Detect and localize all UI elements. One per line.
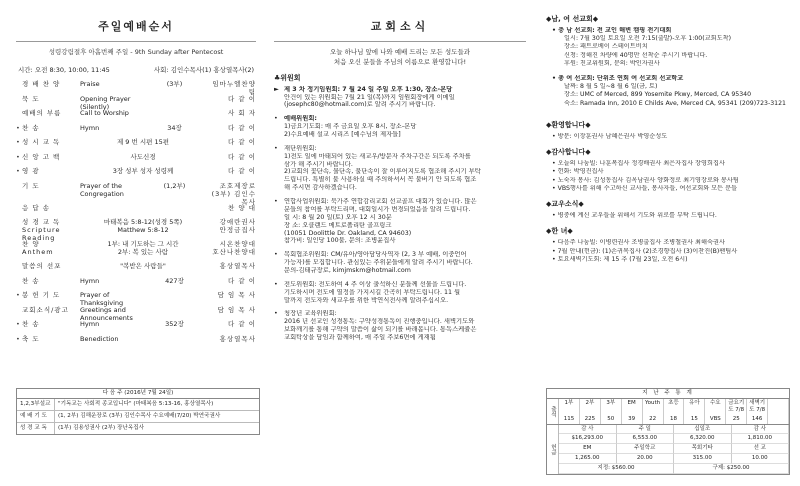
order-item-detail xyxy=(143,109,206,117)
order-item-name xyxy=(22,124,80,132)
news-item-body xyxy=(284,281,526,305)
order-item-name xyxy=(22,320,80,328)
order-item-leader-name: 강애란권사 xyxy=(219,218,256,226)
news-item-line: 연합사업위원회: 북가주 연합감리교회 선교골프 대회가 있습니다. 많은 xyxy=(284,198,477,206)
order-item-leader-name: 다 같 이 xyxy=(228,167,256,175)
order-row xyxy=(16,262,256,277)
order-item-leader xyxy=(206,109,256,117)
order-item-leader-name: 시온찬양대 xyxy=(219,240,256,248)
news-item-line: 제 3 차 정기임원회: 7 월 24 일 주일 오후 1:30, 장소-본당 xyxy=(284,85,453,93)
order-item-name xyxy=(22,80,80,88)
order-item-content xyxy=(80,80,206,88)
attendance-head: 유아 xyxy=(684,399,705,415)
news-item-line: 보화깨기를 통해 구약의 말씀이 삶이 되기를 바래봅니다. 통독스케쥴은 xyxy=(284,326,477,334)
sharing-header: ◆한 녀◆ xyxy=(546,227,573,236)
next-week-row: 1,2,3부설교 "기독교는 사회적 종교입니다" (마태복음 5:13-16, 홍상열목사) xyxy=(17,399,259,411)
attendance-value: 146 xyxy=(747,415,768,424)
attendance-value: 18 xyxy=(664,415,685,424)
order-item-content xyxy=(80,218,206,234)
order-item-name xyxy=(22,95,80,103)
sharing-item: • 토요새벽기도회: 제 15 추 (7월 23일, 오전 6시) xyxy=(552,255,688,263)
news-item-line: 가능자)를 모집합니다. 관심있는 주위분들에게 알려 주시기 바랍니다. xyxy=(284,259,473,267)
order-row xyxy=(16,167,256,182)
order-item-detail xyxy=(143,182,206,198)
order-item-leader-name: 홍상열목사 xyxy=(219,334,256,343)
order-bullet: • xyxy=(16,291,20,299)
news-item xyxy=(274,145,526,192)
offering-head: 감 사 xyxy=(732,425,790,435)
attendance-head: Youth xyxy=(643,399,664,415)
news-item-line: 전도위원회: 전도하여 4 주 이상 출석하신 분들께 선물을 드립니다. xyxy=(284,280,467,288)
offering-value: 315.00 xyxy=(674,454,732,464)
news-item-line: 장 소: 오클랜드 메트로폴리탄 골프링크 xyxy=(284,221,392,229)
presiding-minister: 사회: 김인수목사(1) 홍상열목사(2) xyxy=(153,65,254,74)
attendance-head-blank xyxy=(768,399,789,415)
order-item-name-ko: 찬 송 xyxy=(22,123,40,132)
news-item-line: 참가비: 일인당 100불, 문의: 조병윤집사 xyxy=(284,237,396,245)
order-item-name xyxy=(22,153,80,161)
order-row xyxy=(16,320,256,335)
divider xyxy=(274,41,526,42)
offering-head: 목회기타 xyxy=(674,444,732,454)
order-item-detail xyxy=(80,167,206,175)
news-bullet: • xyxy=(274,251,278,259)
order-item-name-ko: 예배의 부름 xyxy=(22,109,62,117)
attendance-head: 금요기도 7/8 xyxy=(726,399,747,415)
news-bullet: • xyxy=(274,198,278,206)
next-week-row: 성 경 교 독 (1부) 김용성권사 (2부) 장난옥집사 xyxy=(17,423,259,434)
attendance-label: 출석 xyxy=(547,399,559,424)
order-item-leader-name: 호산나찬양대 xyxy=(212,248,256,257)
order-item-content xyxy=(80,240,206,256)
order-item-name-ko: 교회소식/광고 xyxy=(22,305,69,314)
church-news-column xyxy=(270,0,530,486)
prayer-list xyxy=(546,212,790,220)
order-row xyxy=(16,109,256,124)
offering-grid xyxy=(559,425,789,474)
order-row xyxy=(16,124,256,139)
order-item-leader xyxy=(206,240,256,256)
order-item-detail-line: 2부: 복 있는 사람 xyxy=(117,248,169,257)
attendance-head: 2부 xyxy=(580,399,601,415)
thanks-item: • 노숙자 봉사: 김성동집사 김옥남권사 양화정로 최기영장로와 봉사팀 xyxy=(552,176,739,184)
news-item-line: 예배위원회: xyxy=(284,115,317,123)
order-item-name xyxy=(22,335,80,343)
order-item-leader xyxy=(206,167,256,175)
order-item-leader xyxy=(206,138,256,146)
order-row xyxy=(16,218,256,243)
order-item-name-ko: 성 경 교 독 xyxy=(22,218,61,226)
order-item-detail-line: 제 9 번 시편 15편 xyxy=(116,138,170,146)
order-item-name xyxy=(22,277,80,285)
attendance-value: 225 xyxy=(580,415,601,424)
sharing-list xyxy=(546,239,790,264)
news-item-line: 교회탁상을 담임과 함께하여, 매 주일 주보6면에 게재됨 xyxy=(284,333,436,341)
order-item-detail-line: 34장 xyxy=(167,123,182,132)
order-item-leader xyxy=(206,124,256,132)
news-item-body xyxy=(284,198,526,245)
order-item-content xyxy=(80,182,206,198)
news-item-line: (josephc80@hotmail.com)로 알려 주시기 바랍니다. xyxy=(284,101,436,109)
greeting-line-1: 오늘 하나님 앞에 나와 예배 드리는 모든 성도들과 xyxy=(329,47,471,56)
order-item-detail-line: "복받은 사람들" xyxy=(120,262,166,270)
order-item-content xyxy=(80,138,206,146)
order-item-name-ko: 영 광 xyxy=(22,167,40,175)
order-item-leader-name: 사 회 자 xyxy=(228,109,256,117)
order-item-name xyxy=(22,240,80,256)
mission-detail: 날짜: 8 월 5 일~8 월 6 일(금, 토) xyxy=(564,82,658,90)
welcome-item: • 방문: 이장훈권사 남혜은권사 박영순성도 xyxy=(552,132,668,140)
news-item-line: 삼가 해 주시기 바랍니다. xyxy=(284,160,353,168)
order-item-english: Hymn xyxy=(80,320,100,328)
order-bullet: • xyxy=(16,123,20,132)
order-item-detail xyxy=(80,262,206,270)
order-item-leader xyxy=(206,277,256,285)
offering-value: 1,265.00 xyxy=(559,454,617,464)
thanks-item: • VBS행사를 위해 수고하신 교사들, 봉사자들, 여선교회와 모든 분들 xyxy=(552,184,738,192)
attendance-value: 15 xyxy=(684,415,705,424)
order-item-detail xyxy=(143,335,206,343)
news-item xyxy=(274,251,526,275)
order-item-name-ko: 기 도 xyxy=(22,181,40,190)
order-item-leader-name: 다 같 이 xyxy=(228,152,256,161)
order-list xyxy=(16,80,256,349)
order-item-name xyxy=(22,262,80,270)
order-item-detail-line: Matthew 5:8-12 xyxy=(117,226,169,235)
news-item-line: 드립니다. 특별히 불 사용하실 때 주의하셔서 꼭 불버기 안 되도록 협조 xyxy=(284,176,477,184)
attendance-grid xyxy=(559,399,789,424)
sharing-item: • 7월 안내(헌금): (1)손귀목집사 (2)조경향집사 (3)이찬진(B)팬팀사 xyxy=(552,247,738,255)
order-item-detail-line: (1,2부) xyxy=(163,181,186,190)
attendance-head: EM xyxy=(622,399,643,415)
order-item-name-en: Scripture Reading xyxy=(22,226,61,243)
news-list xyxy=(274,86,526,342)
offering-head: 주 일 xyxy=(617,425,675,435)
attendance-value: VBS xyxy=(705,415,726,424)
order-item-detail-line: 3장 성부 성자 성령께 xyxy=(112,167,174,175)
prayer-header: ◆교우소식◆ xyxy=(546,200,584,209)
spacer xyxy=(546,108,790,114)
order-item-name-ko: 경 배 찬 양 xyxy=(22,80,61,88)
order-item-name-ko: 축 도 xyxy=(22,334,40,343)
order-item-detail xyxy=(143,80,206,88)
order-item-content xyxy=(80,277,206,285)
order-item-content xyxy=(80,320,206,328)
order-item-leader xyxy=(206,218,256,234)
news-item-line: 해 주시면 감사하겠습니다. xyxy=(284,184,357,192)
order-item-name xyxy=(22,167,80,175)
news-bullet: • xyxy=(274,115,278,123)
news-item-line: 문의-김태규장로, kimjmskm@hotmail.com xyxy=(284,266,411,274)
news-item-line: 안건이 있는 위원회는 7월 21 일(목)까지 임원회장에게 이메일 xyxy=(284,93,455,101)
news-item-line: 일 시: 8 월 20 일(토) 오후 12 시 30분 xyxy=(284,213,392,221)
order-item-content xyxy=(80,167,206,175)
order-item-leader xyxy=(206,95,256,103)
order-item-detail xyxy=(143,124,206,132)
order-row xyxy=(16,277,256,292)
order-bullet: • xyxy=(16,138,20,146)
order-item-leader xyxy=(206,182,256,206)
divider xyxy=(16,41,256,42)
mission-detail: 숙소: Ramada Inn, 2010 E Childs Ave, Merced CA, 95341 (209)723-3121 xyxy=(564,99,786,107)
committee-header: ♣위원회 xyxy=(274,74,301,82)
news-bullet: • xyxy=(274,144,278,152)
order-item-detail-line: 352장 xyxy=(165,320,184,328)
order-item-leader xyxy=(206,153,256,161)
order-item-name-ko: 응 답 송 xyxy=(22,203,50,212)
order-item-content xyxy=(80,262,206,270)
news-item-line: 1)전도 일에 마태되어 있는 새교우/방문자 주차구간은 되도록 주차를 xyxy=(284,152,471,160)
next-week-box xyxy=(16,388,260,435)
order-item-name-ko: 찬 양 xyxy=(22,240,40,248)
news-item xyxy=(274,115,526,139)
order-row xyxy=(16,95,256,110)
order-item-leader-name: 다 같 이 xyxy=(228,320,256,328)
order-item-english: Call to Worship xyxy=(80,109,129,117)
order-item-leader-name: 다 같 이 xyxy=(228,94,256,103)
order-item-name xyxy=(22,138,80,146)
news-item-line: 말까지 전도자와 새교우를 위한 박연식전사께 알려주십시오. xyxy=(284,296,449,304)
order-row xyxy=(16,138,256,153)
news-item-body xyxy=(284,86,526,110)
attendance-head: 3부 xyxy=(601,399,622,415)
order-bullet: • xyxy=(16,167,20,175)
order-item-leader-name: 다 같 이 xyxy=(228,123,256,132)
greeting-line-2: 처음 오신 분들을 주님의 이름으로 환영합니다! xyxy=(333,57,467,66)
mission-detail: 신청: 정해진 차량에 40명만 선착순 주시기 바랍니다. xyxy=(564,51,708,59)
news-item-body xyxy=(284,115,526,139)
order-item-detail xyxy=(80,240,206,256)
offering-designated: 지정: $560.00 xyxy=(559,464,674,474)
order-item-leader xyxy=(206,291,256,299)
offering-table xyxy=(547,425,789,474)
order-item-name-ko: 찬 송 xyxy=(22,320,40,328)
order-item-detail-line: (3부) xyxy=(166,80,183,88)
order-item-english: Hymn xyxy=(80,123,100,132)
news-item-line: 2)수요예배 설교 시리즈 [예수님의 제자들] xyxy=(284,131,401,139)
attendance-value: 39 xyxy=(622,415,643,424)
offering-designated: 구제: $250.00 xyxy=(674,464,789,474)
mission-detail: 장소: UMC of Merced, 899 Yosemite Pkwy, Merced, CA 95340 xyxy=(564,91,752,99)
order-item-leader xyxy=(206,204,256,212)
stats-header: 지 난 주 통 계 xyxy=(547,389,789,399)
order-item-leader-name: 조호제장로 xyxy=(219,181,256,190)
order-item-leader xyxy=(206,335,256,343)
order-item-name xyxy=(22,204,80,212)
thanks-header: ◆감사합니다◆ xyxy=(546,148,591,157)
order-item-detail-line: 마태복음 5:8-12(성경 5쪽) xyxy=(103,218,183,226)
mission-detail: 장소: 패트로베이 스테이트비치 xyxy=(564,43,648,51)
attendance-head: 초등 xyxy=(664,399,685,415)
order-row xyxy=(16,153,256,168)
news-item xyxy=(274,86,526,110)
missions-list xyxy=(546,27,790,114)
next-week-header: 다 음 주 (2016년 7월 24일) xyxy=(17,389,259,399)
order-item-content xyxy=(80,124,206,132)
news-item-line: (10051 Doolittle Dr. Oakland, CA 94603) xyxy=(284,229,412,237)
order-item-detail xyxy=(143,277,206,285)
order-item-detail xyxy=(80,138,206,146)
service-time-row xyxy=(16,66,256,74)
offering-value: 10.00 xyxy=(732,454,790,464)
order-item-leader-name: 담 임 목 사 xyxy=(217,305,256,314)
offering-head: 선 교 xyxy=(732,444,790,454)
news-title: 교회소식 xyxy=(370,20,430,33)
order-item-english: Opening Prayer (Silently) xyxy=(80,94,131,111)
order-item-content xyxy=(80,335,206,343)
order-item-english: Hymn xyxy=(80,276,100,285)
news-item-line: 청장년 교육위원회: xyxy=(284,310,337,318)
news-item xyxy=(274,198,526,245)
order-item-leader-name: 다 같 이 xyxy=(228,276,256,285)
order-item-name xyxy=(22,182,80,190)
missions-header: ◆남, 여 선교회◆ xyxy=(546,15,599,23)
order-item-english: Benediction xyxy=(80,334,119,343)
attendance-value: 50 xyxy=(601,415,622,424)
order-item-content xyxy=(80,109,206,117)
order-item-english: Praise xyxy=(80,80,100,88)
order-item-leader-name: 찬 양 대 xyxy=(228,203,256,212)
mission-title: • 충 남 선교회: 전 교인 해변 캠핑 전기대회 xyxy=(552,26,672,34)
order-title: 주일예배순서 xyxy=(98,20,174,33)
order-row xyxy=(16,240,256,262)
news-item-line: 기도하시며 전도에 열정을 가지시길 간곡히 부탁드립니다. 11 월 xyxy=(284,288,461,296)
order-bullet: • xyxy=(16,320,20,328)
offering-label: 헌금 xyxy=(547,425,559,474)
order-item-english: Greetings and Announcements xyxy=(80,305,133,322)
order-item-name xyxy=(22,291,80,299)
order-row xyxy=(16,306,256,321)
offering-value: $16,293.00 xyxy=(559,434,617,444)
attendance-value-blank xyxy=(768,415,789,424)
order-bullet: • xyxy=(16,334,20,343)
offering-head: 십일조 xyxy=(674,425,732,435)
order-item-detail-line: 1부: 내 기도하는 그 시간 xyxy=(107,240,179,248)
news-item-line: 1)금요기도회: 매 주 금요일 오후 8시, 장소-본당 xyxy=(284,123,417,131)
offering-head: 감 사 xyxy=(559,425,617,435)
order-item-leader xyxy=(206,320,256,328)
order-row xyxy=(16,335,256,350)
order-bullet: • xyxy=(16,152,20,161)
service-time: 시간: 오전 8:30, 10:00, 11:45 xyxy=(18,65,110,74)
news-item-line: 분들의 참여를 부탁드리며, 대회일시가 변경되었음을 알려 드립니다. xyxy=(284,205,471,213)
offering-head: 주일학교 xyxy=(617,444,675,454)
order-subtitle: 성령강림절후 아홉번째 주일 - 9th Sunday after Pentecost xyxy=(48,47,224,56)
mission-detail: 일시: 7월 30일 토요일 오전 7:15(출발)-오후 1:00(교회도착) xyxy=(564,35,731,43)
order-item-leader-name: 담 임 목 사 xyxy=(217,291,256,299)
order-item-detail-line: 427장 xyxy=(165,276,184,285)
prayer-item: • 병중에 계신 교우들을 위해서 기도와 위로를 부탁 드립니다. xyxy=(552,212,717,220)
order-row xyxy=(16,204,256,219)
order-item-name-ko: 봉 헌 기 도 xyxy=(22,291,61,299)
thanks-list xyxy=(546,160,790,193)
mission-detail: 후원: 친교위원회, 문의: 박인자권사 xyxy=(564,60,660,68)
order-item-leader-name: 임마누엘찬양팀 xyxy=(212,80,256,97)
next-week-row: 예 배 기 도 (1, 2부) 김해운장로 (3부) 김인수목사 수요예배(7/20) 박연국권사 xyxy=(17,411,259,423)
attendance-value: 25 xyxy=(726,415,747,424)
news-item-line: 2016 년 선교인 성경통독: 구약성경통독이 진행중입니다. 새벽기도와 xyxy=(284,318,475,326)
order-item-detail xyxy=(80,153,206,161)
order-item-english: Prayer of Thanksgiving xyxy=(80,291,124,308)
order-item-leader-name: (3부) 김인수목사 xyxy=(211,189,256,206)
order-item-leader-name: 다 같 이 xyxy=(228,138,256,146)
order-item-name xyxy=(22,218,80,242)
attendance-head: 1부 xyxy=(559,399,580,415)
offering-value: 20.00 xyxy=(617,454,675,464)
order-item-name-ko: 신 앙 고 백 xyxy=(22,152,61,161)
news-item-line: 재단위원회: xyxy=(284,144,317,152)
news-item-line: 2)교회의 꽃단속, 물단속, 불단속이 잘 이루어지도록 협조해 주시기 부탁 xyxy=(284,168,481,176)
order-item-detail xyxy=(143,320,206,328)
news-item-body xyxy=(284,145,526,192)
order-item-name-ko: 말씀의 선포 xyxy=(22,262,62,270)
attendance-value: 22 xyxy=(643,415,664,424)
stats-box xyxy=(546,388,790,475)
order-item-english: Prayer of the Congregation xyxy=(80,181,124,198)
offering-head: EM xyxy=(559,444,617,454)
order-row xyxy=(16,291,256,306)
order-item-leader xyxy=(206,306,256,314)
order-item-leader-name: 안정금집사 xyxy=(219,226,256,235)
news-bullet: • xyxy=(274,310,278,318)
order-item-detail xyxy=(80,218,206,234)
order-row xyxy=(16,182,256,204)
attendance-head: 새벽기도 7/8 xyxy=(747,399,768,415)
offering-value: 6,320.00 xyxy=(674,434,732,444)
news-item xyxy=(274,310,526,341)
news-item-body xyxy=(284,310,526,341)
welcome-list xyxy=(546,133,790,141)
sharing-item: • 다음주 나눔빌: 이병련권사 조병출집사 조병철권사 최해숙권사 xyxy=(552,239,725,247)
attendance-table xyxy=(547,399,789,425)
thanks-item: • 헌화: 박영진집사 xyxy=(552,168,604,176)
attendance-value: 115 xyxy=(559,415,580,424)
order-item-name-ko: 성 시 교 독 xyxy=(22,138,61,146)
order-item-name-ko: 찬 송 xyxy=(22,276,40,285)
welcome-header: ◆환영합니다◆ xyxy=(546,120,591,129)
order-item-name xyxy=(22,109,80,117)
order-item-name xyxy=(22,306,80,314)
news-bullet: • xyxy=(274,280,278,288)
news-item-line: 목회협조위원회: CM/유아/영아담당사역자 (2, 3 부 예배, 이중언어 xyxy=(284,251,467,259)
order-item-leader-name: 홍상열목사 xyxy=(219,262,256,270)
order-row xyxy=(16,80,256,95)
order-item-content xyxy=(80,153,206,161)
order-item-leader xyxy=(206,262,256,270)
order-item-detail-line: 사도신경 xyxy=(130,152,156,161)
order-item-name-ko: 묵 도 xyxy=(22,94,40,103)
order-item-name-en: Anthem xyxy=(22,248,54,257)
offering-value: 6,553.00 xyxy=(617,434,675,444)
mission-title: • 총 여 선교회: 단위조 연회 여 선교회 선교학교 xyxy=(552,74,684,82)
news-item xyxy=(274,281,526,305)
attendance-head: 수요 xyxy=(705,399,726,415)
offering-value: 1,810.00 xyxy=(732,434,790,444)
thanks-item: • 오늘의 나눔빌: 나훈복집사 정경배권사 최은자집사 장영희집사 xyxy=(552,159,725,167)
news-bullet: ► xyxy=(274,85,279,93)
news-item-body xyxy=(284,251,526,275)
